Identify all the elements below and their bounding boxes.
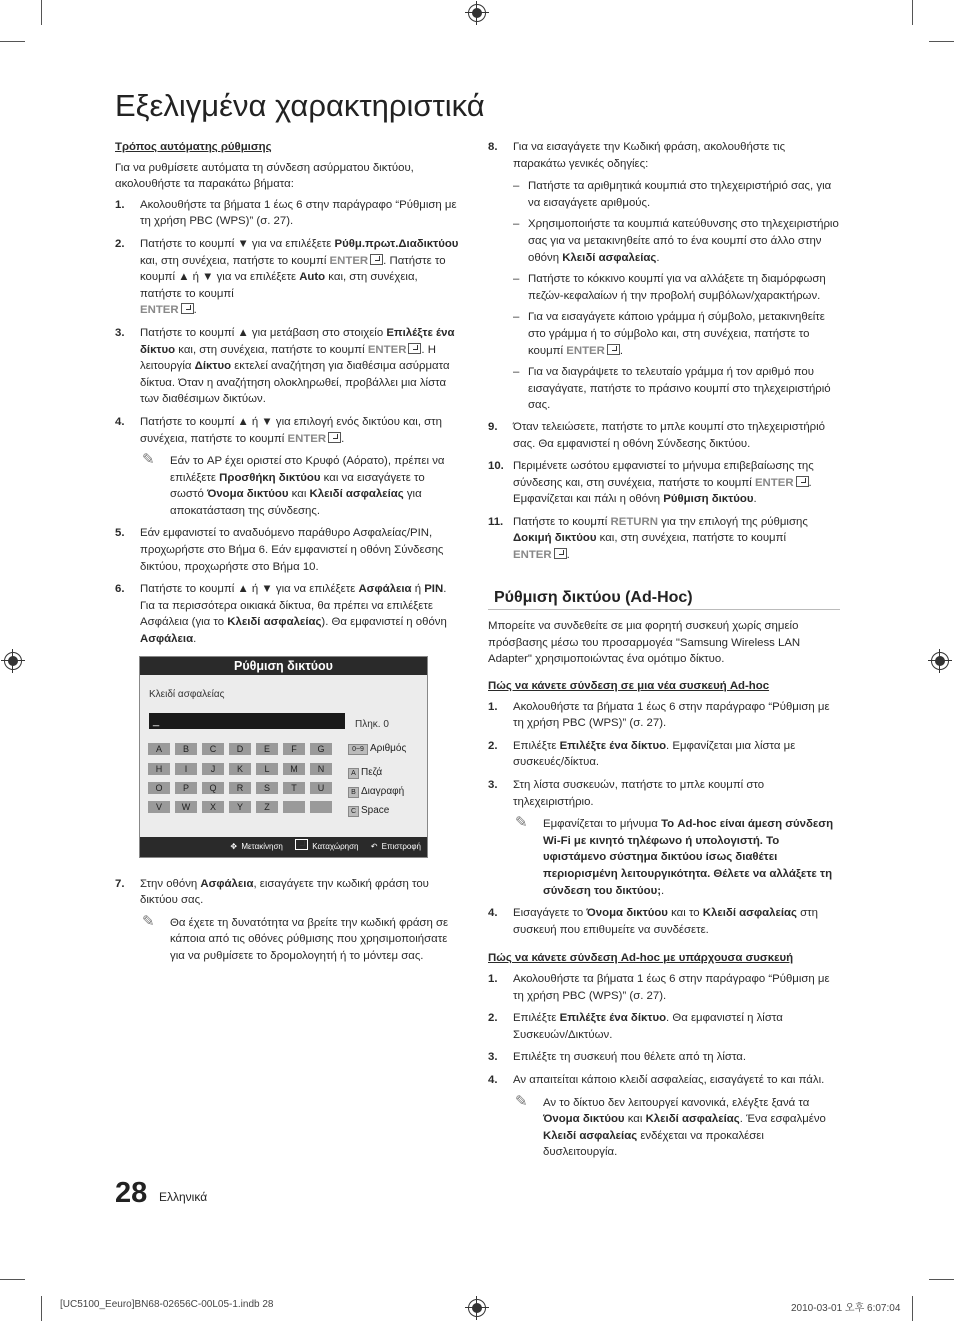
menu-term: Δίκτυο <box>194 360 232 373</box>
note-pencil-icon: ✎ <box>142 451 155 469</box>
guideline-text: . <box>656 251 660 264</box>
step-text: . Για τα περισσότερα οικιακά δίκτυα, θα πρέπει να επιλέξετε Ασφάλεια (για το <box>140 583 447 629</box>
key-v[interactable]: V <box>148 801 170 813</box>
registration-mark-icon <box>931 652 949 670</box>
step-text: για την επιλογή της ρύθμισης <box>657 515 808 528</box>
dialog-title: Ρύθμιση δικτύου <box>140 657 427 675</box>
adhoc-existing-step-4 <box>488 1072 840 1089</box>
key-t[interactable]: T <box>283 782 305 794</box>
step-number: 9. <box>488 420 498 433</box>
crop-mark <box>912 0 913 25</box>
enter-icon <box>295 839 308 850</box>
step-6 <box>115 581 460 647</box>
guideline-item <box>513 271 840 304</box>
step-text: Επιλέξτε <box>513 1012 560 1025</box>
guideline-text: Πατήστε τα αριθμητικά κουμπιά στο τηλεχειριστήριό σας, για να εισαγάγετε αριθμούς. <box>528 180 832 209</box>
step-text: . Εμφανίζεται και πάλι η οθόνη <box>513 476 812 506</box>
menu-term: Επιλέξτε ένα δίκτυο <box>559 1012 667 1025</box>
crop-mark <box>912 1296 913 1321</box>
step-number: 3. <box>488 1051 498 1064</box>
enter-label: ENTER <box>329 254 369 267</box>
crop-mark <box>41 1296 42 1321</box>
page-number: 28 <box>115 1177 148 1209</box>
move-icon: ✥ <box>230 841 238 851</box>
step-number: 7. <box>115 877 125 890</box>
registration-mark-icon <box>468 4 486 22</box>
step-text: . Εμφανίζεται μια λίστα με συσκευές/δίκτυα. <box>513 739 796 769</box>
step-text: . <box>753 493 757 506</box>
key-d[interactable]: D <box>229 743 251 755</box>
note-text: και <box>288 488 310 501</box>
step-text: Περιμένετε ωσότου εμφανιστεί το μήνυμα επιβεβαίωσης της σύνδεσης και, στη συνέχεια, πατήστε το κουμπί <box>513 460 814 489</box>
step-5 <box>115 525 460 575</box>
enter-label: ENTER <box>140 304 179 317</box>
step-number: 4. <box>488 907 498 920</box>
enter-icon <box>181 303 194 314</box>
enter-icon <box>370 254 383 265</box>
key-j[interactable]: J <box>202 763 224 775</box>
key-q[interactable]: Q <box>202 782 224 794</box>
step-11: 11. Πατήστε το κουμπί RETURN για την επιλογή της ρύθμισης Δοκιμή δικτύου και, στη συνέχεια, πατήστε το κουμπί ENTER . <box>488 515 808 562</box>
menu-term: Κλειδί ασφαλείας <box>645 1113 740 1126</box>
step-text: εκτελεί αναζήτηση για διαθέσιμα ασύρματα δίκτυα. Όταν η αναζήτηση ολοκληρωθεί, προβάλλει μια λίστα των διαθέσιμων δικτύων. <box>140 360 450 406</box>
numbers-icon: 0~9 <box>348 744 368 755</box>
enter-icon <box>796 476 809 487</box>
menu-term: Κλειδί ασφαλείας <box>543 1129 638 1142</box>
step-text: και, στη συνέχεια, πατήστε το κουμπί <box>175 343 368 356</box>
step-number: 1. <box>488 700 498 713</box>
step-number: 8. <box>488 141 498 153</box>
auto-setup-intro: Για να ρυθμίσετε αυτόματα τη σύνδεση ασύρματου δικτύου, ακολουθήστε τα παρακάτω βήματα: <box>115 161 414 191</box>
key-a[interactable]: A <box>148 743 170 755</box>
step-text: Στη λίστα συσκευών, πατήστε το μπλε κουμπί στο τηλεχειριστήριο. <box>513 779 765 808</box>
step-1 <box>115 197 460 230</box>
step-text: και, στη συνέχεια, πατήστε το κουμπί <box>140 254 330 267</box>
menu-term: Προσθήκη δικτύου <box>219 471 321 484</box>
step-number: 11. <box>488 515 504 528</box>
menu-term: Ασφάλεια <box>358 583 412 596</box>
return-icon: ↶ <box>370 841 378 851</box>
message-text: Το Ad-hoc είναι άμεση σύνδεση Wi-Fi με κινητό τηλέφωνο ή υπολογιστή. Το υφιστάμενο σύστημα δικτύου ίσως διαθέτει περιορισμένη λειτουργικότητα. Θέλετε να αλλάξετε τη σύνδεση του δικτύου; <box>543 818 834 897</box>
key-e[interactable]: E <box>256 743 278 755</box>
step-text: Εισαγάγετε το <box>513 907 587 920</box>
step-text: και το <box>667 907 703 920</box>
menu-term: Επιλέξτε ένα δίκτυο <box>559 739 667 752</box>
crop-mark <box>929 1279 954 1280</box>
page-language: Ελληνικά <box>159 1190 208 1204</box>
menu-term: Όνομα δικτύου <box>586 907 668 920</box>
note-text: Θα έχετε τη δυνατότητα να βρείτε την κωδική φράση σε κάποια από τις οθόνες ρύθμισης που χρησιμοποιήσατε για να ρυθμίσετε το δρομολογητή ή το μόντεμ σας. <box>170 916 449 962</box>
step-text: Πατήστε το κουμπί ▲ ή ▼ για επιλογή ενός δικτύου και, στη συνέχεια, πατήστε το κουμπί <box>140 415 443 445</box>
key-z[interactable]: Z <box>256 801 278 813</box>
green-button-icon: B <box>348 787 359 798</box>
menu-term: Ρύθμιση δικτύου <box>663 493 754 506</box>
security-key-label: Κλειδί ασφαλείας <box>149 688 225 700</box>
note-step-7 <box>140 912 460 965</box>
option-delete[interactable] <box>348 784 404 801</box>
step-text: . Η λειτουργία <box>140 343 436 373</box>
security-key-input[interactable]: _ <box>149 713 345 729</box>
right-column <box>488 139 840 1167</box>
menu-term: Ασφάλεια <box>140 633 194 646</box>
step-number: 1. <box>115 198 125 211</box>
enter-icon <box>328 432 341 443</box>
menu-term: Κλειδί ασφαλείας <box>227 616 322 629</box>
step-text: Πατήστε το κουμπί <box>513 515 611 528</box>
registration-mark-icon <box>468 1299 486 1317</box>
step-text: . Θα εμφανιστεί η λίστα Συσκευών/Δικτύων. <box>513 1012 783 1041</box>
step-text: Επιλέξτε τη συσκευή που θέλετε από τη λίστα. <box>513 1051 747 1064</box>
key-blank[interactable] <box>310 801 332 813</box>
key-m[interactable]: M <box>283 763 305 775</box>
step-text: , εισαγάγετε την κωδική φράση του δικτύου σας. <box>140 877 429 907</box>
step-text: ή <box>411 583 425 596</box>
step-text: και, στη συνέχεια, πατήστε το κουμπί <box>596 532 787 545</box>
step-text: . <box>193 633 197 646</box>
key-k[interactable]: K <box>229 763 251 775</box>
option-numbers[interactable] <box>348 741 406 758</box>
step-text: . Πατήστε το κουμπί ▲ ή ▼ για να επιλέξετε <box>140 254 446 284</box>
network-setup-dialog <box>139 656 428 858</box>
key-f[interactable]: F <box>283 743 305 755</box>
footer-move: Μετακίνηση <box>241 841 283 851</box>
key-c[interactable]: C <box>202 743 224 755</box>
adhoc-new-step-4 <box>488 905 840 938</box>
guideline-text: Χρησιμοποιήστε τα κουμπιά κατεύθυνσης στο τηλεχειριστήριο σας για να μετακινηθείτε από το ένα κουμπί στο άλλο στην οθόνη <box>528 218 839 264</box>
step-9 <box>488 419 840 452</box>
enter-icon <box>408 343 421 354</box>
note-text: . Ένα εσφαλμένο <box>739 1113 826 1126</box>
guideline-item: – Για να εισαγάγετε κάποιο γράμμα ή σύμβολο, μετακινηθείτε στο γράμμα ή το σύμβολο και, στη συνέχεια, πατήστε το κουμπί ENTER . <box>513 309 840 359</box>
option-label: Διαγραφή <box>361 785 405 797</box>
step-2: 2. Πατήστε το κουμπί ▼ για να επιλέξετε Ρύθμ.πρωτ.Διαδικτύου και, στη συνέχεια, πατήστε το κουμπί ENTER . Πατήστε το κουμπί ▲ ή ▼ για να επιλέξετε Auto και, στη συνέχεια, πατήστε το κουμπί ENTER . <box>115 237 459 317</box>
step-3 <box>115 325 460 408</box>
new-device-heading: Πώς να κάνετε σύνδεση σε μια νέα συσκευή Ad-hoc <box>488 680 770 693</box>
key-o[interactable]: O <box>148 782 170 794</box>
enter-label: ENTER <box>566 344 605 357</box>
step-text: Πατήστε το κουμπί ▲ ή ▼ για να επιλέξετε <box>140 583 359 596</box>
note-pencil-icon: ✎ <box>515 1092 528 1110</box>
key-count: Πληκ. 0 <box>355 718 389 730</box>
guideline-item <box>513 178 840 211</box>
note-text: και να εισαγάγετε το σωστό <box>170 471 425 501</box>
note-text: Εάν το AP έχει οριστεί στο Κρυφό (Αόρατο), πρέπει να επιλέξετε <box>170 455 445 484</box>
step-text: στη συσκευή που επιθυμείτε να συνδέσετε. <box>513 907 818 936</box>
note-pencil-icon: ✎ <box>142 912 155 930</box>
note-step-4 <box>140 453 460 519</box>
key-blank[interactable] <box>283 801 305 813</box>
key-s[interactable]: S <box>256 782 278 794</box>
enter-label: ENTER <box>513 549 552 562</box>
crop-mark <box>0 1279 25 1280</box>
crop-mark <box>41 0 42 25</box>
step-text: Επιλέξτε <box>513 739 560 752</box>
step-number: 5. <box>115 527 125 540</box>
menu-term: Ασφάλεια <box>200 877 254 890</box>
key-y[interactable]: Y <box>229 801 251 813</box>
step-number: 4. <box>488 1073 498 1086</box>
enter-label: ENTER <box>367 343 407 356</box>
menu-term: Κλειδί ασφαλείας <box>309 488 404 501</box>
guideline-text: Για να διαγράψετε το τελευταίο γράμμα ή τον αριθμό που εισαγάγατε, πατήστε το πράσινο κουμπί στο τηλεχειριστήριό σας. <box>528 366 831 412</box>
guideline-text: Πατήστε το κόκκινο κουμπί για να αλλάξετε τη διαμόρφωση πεζών-κεφαλαίων ή την προβολή συμβόλων/χαρακτήρων. <box>528 273 826 302</box>
step-text: ). Θα εμφανιστεί η οθόνη <box>321 616 447 629</box>
existing-device-heading: Πώς να κάνετε σύνδεση Ad-hoc με υπάρχουσα συσκευή <box>488 952 794 965</box>
step-text: Για να εισαγάγετε την Κωδική φράση, ακολουθήστε τις παρακάτω γενικές οδηγίες: <box>513 141 786 170</box>
adhoc-section-heading: Ρύθμιση δικτύου (Ad-Hoc) <box>488 590 840 611</box>
crop-mark <box>0 41 25 42</box>
key-l[interactable]: L <box>256 763 278 775</box>
step-4: 4. Πατήστε το κουμπί ▲ ή ▼ για επιλογή ενός δικτύου και, στη συνέχεια, πατήστε το κουμπί ENTER . <box>115 415 443 445</box>
option-case[interactable] <box>348 765 382 782</box>
step-text: Ακολουθήστε τα βήματα 1 έως 6 στην παράγραφο “Ρύθμιση με τη χρήση PBC (WPS)” (σ. 27). <box>513 700 830 730</box>
enter-label: ENTER <box>754 476 794 489</box>
adhoc-new-step-1 <box>488 699 840 732</box>
key-i[interactable]: I <box>175 763 197 775</box>
step-8 <box>488 139 840 172</box>
option-space[interactable] <box>348 803 389 820</box>
option-label: Space <box>361 804 390 816</box>
guideline-text: Για να εισαγάγετε κάποιο γράμμα ή σύμβολο, μετακινηθείτε στο γράμμα ή το σύμβολο και, στη συνέχεια, πατήστε το κουμπί <box>528 311 825 357</box>
key-p[interactable]: P <box>175 782 197 794</box>
menu-term: Όνομα δικτύου <box>543 1113 625 1126</box>
step-text: Ακολουθήστε τα βήματα 1 έως 6 στην παράγραφο “Ρύθμιση με τη χρήση PBC (WPS)” (σ. 27). <box>140 198 457 228</box>
step-text: Ακολουθήστε τα βήματα 1 έως 6 στην παράγραφο “Ρύθμιση με τη χρήση PBC (WPS)” (σ. 27). <box>513 972 830 1002</box>
step-number: 2. <box>488 739 498 752</box>
menu-term: Δοκιμή δικτύου <box>513 532 597 545</box>
key-r[interactable]: R <box>229 782 251 794</box>
key-b[interactable]: B <box>175 743 197 755</box>
menu-term: Ρύθμ.πρωτ.Διαδικτύου <box>334 237 459 250</box>
menu-term: Επιλέξτε ένα δίκτυο <box>140 326 455 356</box>
guideline-item <box>513 364 840 414</box>
note-text: για αποκατάσταση της σύνδεσης. <box>170 488 422 517</box>
step-text: Πατήστε το κουμπί ▲ για μετάβαση στο στοιχείο <box>140 326 387 339</box>
note-text: Εμφανίζεται το μήνυμα <box>543 818 662 831</box>
enter-icon <box>554 548 567 559</box>
enter-icon <box>607 344 620 355</box>
adhoc-intro: Μπορείτε να συνδεθείτε σε μια φορητή συσκευή χωρίς σημείο πρόσβασης μέσω του προσαρμογέα "Samsung Wireless LAN Adapter" χρησιμοποιώντας ένα ομότιμο δίκτυο. <box>488 620 801 666</box>
menu-term: Όνομα δικτύου <box>206 488 289 501</box>
adhoc-existing-step-1 <box>488 971 840 1004</box>
crop-mark <box>929 41 954 42</box>
step-number: 10. <box>488 460 504 473</box>
auto-setup-heading: Τρόπος αυτόματης ρύθμισης <box>115 141 272 153</box>
red-button-icon: A <box>348 768 359 779</box>
footer-return: Επιστροφή <box>381 841 421 851</box>
yellow-button-icon: C <box>348 806 359 817</box>
print-file-info: [UC5100_Eeuro]BN68-02656C-00L05-1.indb 28 <box>60 1299 274 1310</box>
adhoc-new-step-2 <box>488 738 840 771</box>
adhoc-existing-step-3 <box>488 1049 840 1066</box>
step-number: 6. <box>115 583 125 596</box>
note-adhoc-existing-step-4 <box>513 1092 840 1161</box>
return-label: RETURN <box>610 515 658 528</box>
menu-term: Κλειδί ασφαλείας <box>702 907 797 920</box>
page-title: Εξελιγμένα χαρακτηριστικά <box>115 88 485 123</box>
key-w[interactable]: W <box>175 801 197 813</box>
adhoc-existing-step-2 <box>488 1010 840 1043</box>
note-adhoc-step-3 <box>513 816 840 899</box>
guideline-item <box>513 216 840 266</box>
enter-label: ENTER <box>287 432 327 445</box>
key-g[interactable]: G <box>310 743 332 755</box>
key-u[interactable]: U <box>310 782 332 794</box>
print-date-info: 2010-03-01 오후 6:07:04 <box>791 1303 901 1314</box>
step-text: Όταν τελειώσετε, πατήστε το μπλε κουμπί στο τηλεχειριστήριό σας. Θα εμφανιστεί η οθόνη Σύνδεσης δικτύου. <box>513 420 826 450</box>
registration-mark-icon <box>4 652 22 670</box>
menu-term: PIN <box>424 583 444 596</box>
step-text: Εάν εμφανιστεί το αναδυόμενο παράθυρο Ασφαλείας/PIN, προχωρήστε στο Βήμα 6. Εάν εμφανιστεί η οθόνη Σύνδεσης δικτύου, προχωρήστε στο Βήμα 10. <box>140 527 444 573</box>
adhoc-new-step-3 <box>488 777 840 810</box>
note-text: . <box>661 884 665 897</box>
step-number: 3. <box>488 779 498 791</box>
step-number: 1. <box>488 972 498 985</box>
step-number: 2. <box>488 1012 498 1025</box>
key-h[interactable]: H <box>148 763 170 775</box>
step-number: 3. <box>115 326 125 339</box>
menu-term: Κλειδί ασφαλείας <box>562 251 657 264</box>
step-10 <box>488 458 840 508</box>
step-text: Στην οθόνη <box>140 877 201 890</box>
dialog-footer <box>140 837 427 857</box>
step-number: 4. <box>115 415 125 428</box>
option-label: Αριθμός <box>370 742 407 754</box>
note-text: και <box>624 1113 646 1126</box>
step-7 <box>115 876 460 909</box>
footer-save: Καταχώρηση <box>312 841 359 851</box>
key-x[interactable]: X <box>202 801 224 813</box>
note-text: ενδέχεται να προκαλέσει δυσλειτουργία. <box>543 1129 764 1159</box>
note-pencil-icon: ✎ <box>515 814 528 832</box>
step-number: 2. <box>115 237 125 250</box>
left-column <box>115 139 460 971</box>
option-label: Πεζά <box>361 766 383 778</box>
note-text: Αν το δίκτυο δεν λειτουργεί κανονικά, ελέγξτε ξανά τα <box>543 1096 810 1109</box>
menu-term: Auto <box>299 271 326 284</box>
key-n[interactable]: N <box>310 763 332 775</box>
step-text: Αν απαιτείται κάποιο κλειδί ασφαλείας, εισαγάγετέ το και πάλι. <box>513 1073 825 1086</box>
step-text: και, στη συνέχεια, πατήστε το κουμπί <box>140 271 418 300</box>
step-text: Πατήστε το κουμπί ▼ για να επιλέξετε <box>140 237 335 250</box>
